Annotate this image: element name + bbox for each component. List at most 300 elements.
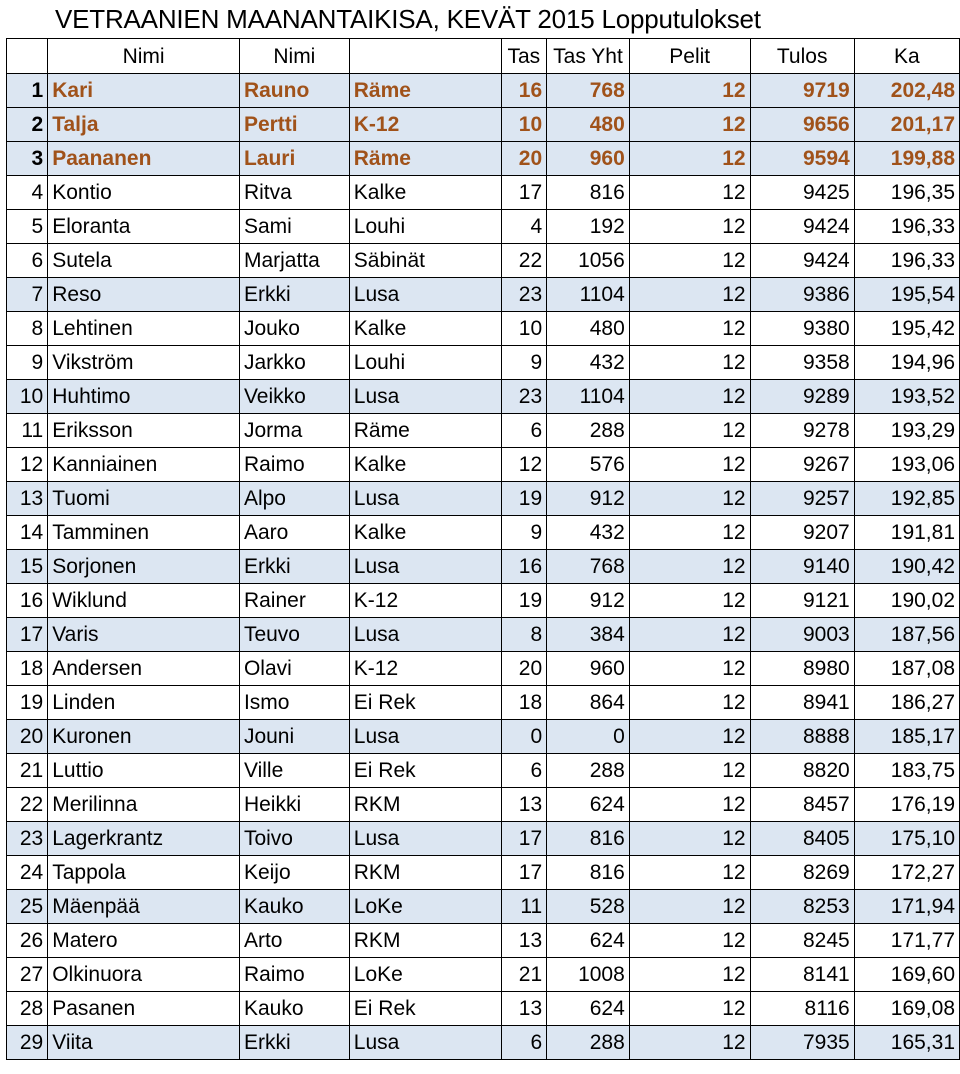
- ka-cell: 196,33: [854, 210, 959, 244]
- last-name-cell: Merilinna: [48, 788, 240, 822]
- last-name-cell: Viita: [48, 1026, 240, 1060]
- rank-cell: 14: [7, 516, 48, 550]
- tas-yht-cell: 816: [547, 856, 630, 890]
- first-name-cell: Erkki: [239, 278, 349, 312]
- pelit-cell: 12: [629, 890, 750, 924]
- tulos-cell: 9358: [750, 346, 854, 380]
- table-row: [7, 482, 960, 516]
- rank-cell: 26: [7, 924, 48, 958]
- tas-cell: 21: [501, 958, 547, 992]
- tas-yht-cell: 528: [547, 890, 630, 924]
- table-row: [7, 176, 960, 210]
- first-name-cell: Alpo: [239, 482, 349, 516]
- tas-yht-cell: 480: [547, 108, 630, 142]
- last-name-cell: Andersen: [48, 652, 240, 686]
- tulos-cell: 9386: [750, 278, 854, 312]
- pelit-cell: 12: [629, 686, 750, 720]
- tas-cell: 19: [501, 482, 547, 516]
- first-name-cell: Aaro: [239, 516, 349, 550]
- table-row: [7, 414, 960, 448]
- pelit-cell: 12: [629, 74, 750, 108]
- rank-cell: 27: [7, 958, 48, 992]
- rank-cell: 13: [7, 482, 48, 516]
- club-cell: Ei Rek: [349, 754, 501, 788]
- tulos-cell: 9656: [750, 108, 854, 142]
- first-name-cell: Rauno: [239, 74, 349, 108]
- pelit-cell: 12: [629, 618, 750, 652]
- tas-cell: 16: [501, 550, 547, 584]
- last-name-cell: Eriksson: [48, 414, 240, 448]
- pelit-cell: 12: [629, 652, 750, 686]
- tulos-cell: 9424: [750, 210, 854, 244]
- tas-yht-cell: 576: [547, 448, 630, 482]
- table-row: [7, 992, 960, 1026]
- ka-cell: 165,31: [854, 1026, 959, 1060]
- rank-cell: 25: [7, 890, 48, 924]
- rank-cell: 17: [7, 618, 48, 652]
- pelit-cell: 12: [629, 108, 750, 142]
- pelit-cell: 12: [629, 992, 750, 1026]
- table-row: [7, 720, 960, 754]
- tas-cell: 9: [501, 346, 547, 380]
- pelit-cell: 12: [629, 958, 750, 992]
- ka-cell: 187,08: [854, 652, 959, 686]
- header-last-name: Nimi: [48, 39, 240, 74]
- last-name-cell: Lehtinen: [48, 312, 240, 346]
- table-row: [7, 448, 960, 482]
- pelit-cell: 12: [629, 380, 750, 414]
- last-name-cell: Eloranta: [48, 210, 240, 244]
- pelit-cell: 12: [629, 176, 750, 210]
- tas-cell: 17: [501, 856, 547, 890]
- last-name-cell: Luttio: [48, 754, 240, 788]
- rank-cell: 12: [7, 448, 48, 482]
- first-name-cell: Marjatta: [239, 244, 349, 278]
- club-cell: Lusa: [349, 550, 501, 584]
- ka-cell: 169,08: [854, 992, 959, 1026]
- table-row: [7, 856, 960, 890]
- tulos-cell: 9140: [750, 550, 854, 584]
- club-cell: RKM: [349, 788, 501, 822]
- club-cell: Räme: [349, 414, 501, 448]
- pelit-cell: 12: [629, 482, 750, 516]
- ka-cell: 193,29: [854, 414, 959, 448]
- tas-yht-cell: 624: [547, 788, 630, 822]
- rank-cell: 16: [7, 584, 48, 618]
- tulos-cell: 8941: [750, 686, 854, 720]
- club-cell: Räme: [349, 142, 501, 176]
- last-name-cell: Talja: [48, 108, 240, 142]
- club-cell: Lusa: [349, 618, 501, 652]
- rank-cell: 7: [7, 278, 48, 312]
- last-name-cell: Huhtimo: [48, 380, 240, 414]
- first-name-cell: Arto: [239, 924, 349, 958]
- pelit-cell: 12: [629, 1026, 750, 1060]
- ka-cell: 192,85: [854, 482, 959, 516]
- tulos-cell: 8405: [750, 822, 854, 856]
- tas-cell: 10: [501, 108, 547, 142]
- table-row: [7, 74, 960, 108]
- tulos-cell: 8269: [750, 856, 854, 890]
- header-row: [7, 39, 960, 74]
- table-row: [7, 244, 960, 278]
- first-name-cell: Kauko: [239, 890, 349, 924]
- tas-yht-cell: 432: [547, 346, 630, 380]
- tas-cell: 12: [501, 448, 547, 482]
- tas-cell: 6: [501, 1026, 547, 1060]
- pelit-cell: 12: [629, 754, 750, 788]
- tulos-cell: 9278: [750, 414, 854, 448]
- table-row: [7, 210, 960, 244]
- tulos-cell: 9594: [750, 142, 854, 176]
- tas-cell: 4: [501, 210, 547, 244]
- table-row: [7, 142, 960, 176]
- tas-yht-cell: 768: [547, 550, 630, 584]
- last-name-cell: Matero: [48, 924, 240, 958]
- pelit-cell: 12: [629, 346, 750, 380]
- ka-cell: 193,06: [854, 448, 959, 482]
- tas-yht-cell: 864: [547, 686, 630, 720]
- table-row: [7, 278, 960, 312]
- last-name-cell: Pasanen: [48, 992, 240, 1026]
- club-cell: Räme: [349, 74, 501, 108]
- rank-cell: 2: [7, 108, 48, 142]
- rank-cell: 11: [7, 414, 48, 448]
- pelit-cell: 12: [629, 278, 750, 312]
- results-table: [6, 38, 960, 1060]
- tulos-cell: 8116: [750, 992, 854, 1026]
- pelit-cell: 12: [629, 142, 750, 176]
- tas-cell: 6: [501, 754, 547, 788]
- table-row: [7, 550, 960, 584]
- rank-cell: 18: [7, 652, 48, 686]
- tas-cell: 17: [501, 176, 547, 210]
- club-cell: Lusa: [349, 380, 501, 414]
- pelit-cell: 12: [629, 210, 750, 244]
- tas-yht-cell: 816: [547, 822, 630, 856]
- tas-yht-cell: 960: [547, 652, 630, 686]
- tas-yht-cell: 288: [547, 414, 630, 448]
- last-name-cell: Tamminen: [48, 516, 240, 550]
- rank-cell: 23: [7, 822, 48, 856]
- first-name-cell: Raimo: [239, 448, 349, 482]
- tas-cell: 13: [501, 788, 547, 822]
- tulos-cell: 8980: [750, 652, 854, 686]
- club-cell: Säbinät: [349, 244, 501, 278]
- table-row: [7, 618, 960, 652]
- tas-cell: 9: [501, 516, 547, 550]
- tulos-cell: 9003: [750, 618, 854, 652]
- tas-cell: 19: [501, 584, 547, 618]
- table-row: [7, 312, 960, 346]
- ka-cell: 169,60: [854, 958, 959, 992]
- first-name-cell: Raimo: [239, 958, 349, 992]
- first-name-cell: Jouni: [239, 720, 349, 754]
- rank-cell: 21: [7, 754, 48, 788]
- first-name-cell: Keijo: [239, 856, 349, 890]
- ka-cell: 191,81: [854, 516, 959, 550]
- pelit-cell: 12: [629, 822, 750, 856]
- tulos-cell: 9380: [750, 312, 854, 346]
- rank-cell: 4: [7, 176, 48, 210]
- rank-cell: 29: [7, 1026, 48, 1060]
- tas-yht-cell: 1056: [547, 244, 630, 278]
- tas-yht-cell: 768: [547, 74, 630, 108]
- header-tas-yht: Tas Yht: [547, 39, 630, 74]
- tas-yht-cell: 816: [547, 176, 630, 210]
- tas-cell: 16: [501, 74, 547, 108]
- pelit-cell: 12: [629, 856, 750, 890]
- tas-cell: 20: [501, 142, 547, 176]
- header-tas: Tas: [501, 39, 547, 74]
- tulos-cell: 8820: [750, 754, 854, 788]
- pelit-cell: 12: [629, 720, 750, 754]
- ka-cell: 171,77: [854, 924, 959, 958]
- tas-yht-cell: 480: [547, 312, 630, 346]
- club-cell: K-12: [349, 108, 501, 142]
- ka-cell: 176,19: [854, 788, 959, 822]
- tas-cell: 23: [501, 278, 547, 312]
- tulos-cell: 9424: [750, 244, 854, 278]
- tas-cell: 0: [501, 720, 547, 754]
- tulos-cell: 9719: [750, 74, 854, 108]
- tulos-cell: 8141: [750, 958, 854, 992]
- table-row: [7, 924, 960, 958]
- tas-yht-cell: 1104: [547, 380, 630, 414]
- tas-yht-cell: 1104: [547, 278, 630, 312]
- header-first-name: Nimi: [239, 39, 349, 74]
- first-name-cell: Jouko: [239, 312, 349, 346]
- tas-yht-cell: 960: [547, 142, 630, 176]
- first-name-cell: Veikko: [239, 380, 349, 414]
- ka-cell: 185,17: [854, 720, 959, 754]
- ka-cell: 196,33: [854, 244, 959, 278]
- last-name-cell: Wiklund: [48, 584, 240, 618]
- club-cell: LoKe: [349, 958, 501, 992]
- rank-cell: 3: [7, 142, 48, 176]
- first-name-cell: Rainer: [239, 584, 349, 618]
- tas-yht-cell: 624: [547, 992, 630, 1026]
- last-name-cell: Tappola: [48, 856, 240, 890]
- last-name-cell: Sorjonen: [48, 550, 240, 584]
- club-cell: Louhi: [349, 210, 501, 244]
- table-row: [7, 584, 960, 618]
- pelit-cell: 12: [629, 584, 750, 618]
- tas-cell: 23: [501, 380, 547, 414]
- tas-yht-cell: 1008: [547, 958, 630, 992]
- club-cell: Kalke: [349, 516, 501, 550]
- last-name-cell: Reso: [48, 278, 240, 312]
- pelit-cell: 12: [629, 244, 750, 278]
- tas-cell: 10: [501, 312, 547, 346]
- last-name-cell: Vikström: [48, 346, 240, 380]
- rank-cell: 8: [7, 312, 48, 346]
- club-cell: Lusa: [349, 822, 501, 856]
- club-cell: Lusa: [349, 278, 501, 312]
- tulos-cell: 9207: [750, 516, 854, 550]
- rank-cell: 6: [7, 244, 48, 278]
- first-name-cell: Teuvo: [239, 618, 349, 652]
- club-cell: K-12: [349, 584, 501, 618]
- table-row: [7, 890, 960, 924]
- first-name-cell: Erkki: [239, 1026, 349, 1060]
- header-rank: [7, 39, 48, 74]
- tulos-cell: 9289: [750, 380, 854, 414]
- last-name-cell: Paananen: [48, 142, 240, 176]
- ka-cell: 195,54: [854, 278, 959, 312]
- club-cell: Louhi: [349, 346, 501, 380]
- rank-cell: 5: [7, 210, 48, 244]
- first-name-cell: Erkki: [239, 550, 349, 584]
- ka-cell: 201,17: [854, 108, 959, 142]
- first-name-cell: Ritva: [239, 176, 349, 210]
- ka-cell: 171,94: [854, 890, 959, 924]
- header-club: [349, 39, 501, 74]
- rank-cell: 9: [7, 346, 48, 380]
- ka-cell: 187,56: [854, 618, 959, 652]
- table-row: [7, 788, 960, 822]
- table-row: [7, 652, 960, 686]
- rank-cell: 10: [7, 380, 48, 414]
- club-cell: K-12: [349, 652, 501, 686]
- club-cell: RKM: [349, 924, 501, 958]
- tulos-cell: 8888: [750, 720, 854, 754]
- last-name-cell: Mäenpää: [48, 890, 240, 924]
- table-row: [7, 1026, 960, 1060]
- first-name-cell: Kauko: [239, 992, 349, 1026]
- first-name-cell: Olavi: [239, 652, 349, 686]
- first-name-cell: Jarkko: [239, 346, 349, 380]
- table-row: [7, 822, 960, 856]
- tas-cell: 17: [501, 822, 547, 856]
- tulos-cell: 8253: [750, 890, 854, 924]
- tas-yht-cell: 912: [547, 482, 630, 516]
- table-row: [7, 754, 960, 788]
- tas-cell: 13: [501, 992, 547, 1026]
- ka-cell: 190,42: [854, 550, 959, 584]
- last-name-cell: Kanniainen: [48, 448, 240, 482]
- club-cell: Lusa: [349, 1026, 501, 1060]
- ka-cell: 196,35: [854, 176, 959, 210]
- tulos-cell: 7935: [750, 1026, 854, 1060]
- club-cell: Kalke: [349, 312, 501, 346]
- club-cell: Ei Rek: [349, 992, 501, 1026]
- ka-cell: 195,42: [854, 312, 959, 346]
- pelit-cell: 12: [629, 516, 750, 550]
- last-name-cell: Kuronen: [48, 720, 240, 754]
- first-name-cell: Toivo: [239, 822, 349, 856]
- tas-cell: 8: [501, 618, 547, 652]
- tulos-cell: 9267: [750, 448, 854, 482]
- club-cell: Lusa: [349, 720, 501, 754]
- table-row: [7, 516, 960, 550]
- pelit-cell: 12: [629, 312, 750, 346]
- first-name-cell: Ismo: [239, 686, 349, 720]
- club-cell: Kalke: [349, 448, 501, 482]
- last-name-cell: Varis: [48, 618, 240, 652]
- rank-cell: 1: [7, 74, 48, 108]
- club-cell: RKM: [349, 856, 501, 890]
- tas-cell: 18: [501, 686, 547, 720]
- tas-yht-cell: 288: [547, 754, 630, 788]
- ka-cell: 190,02: [854, 584, 959, 618]
- table-row: [7, 346, 960, 380]
- tas-yht-cell: 432: [547, 516, 630, 550]
- tas-yht-cell: 0: [547, 720, 630, 754]
- ka-cell: 202,48: [854, 74, 959, 108]
- rank-cell: 28: [7, 992, 48, 1026]
- tas-yht-cell: 384: [547, 618, 630, 652]
- ka-cell: 186,27: [854, 686, 959, 720]
- tulos-cell: 9121: [750, 584, 854, 618]
- table-row: [7, 686, 960, 720]
- header-tulos: Tulos: [750, 39, 854, 74]
- ka-cell: 172,27: [854, 856, 959, 890]
- last-name-cell: Kari: [48, 74, 240, 108]
- tas-cell: 6: [501, 414, 547, 448]
- pelit-cell: 12: [629, 414, 750, 448]
- club-cell: Lusa: [349, 482, 501, 516]
- rank-cell: 19: [7, 686, 48, 720]
- tas-yht-cell: 192: [547, 210, 630, 244]
- header-ka: Ka: [854, 39, 959, 74]
- tulos-cell: 8245: [750, 924, 854, 958]
- pelit-cell: 12: [629, 788, 750, 822]
- tulos-cell: 8457: [750, 788, 854, 822]
- last-name-cell: Olkinuora: [48, 958, 240, 992]
- first-name-cell: Heikki: [239, 788, 349, 822]
- table-row: [7, 108, 960, 142]
- tas-yht-cell: 624: [547, 924, 630, 958]
- tas-cell: 13: [501, 924, 547, 958]
- first-name-cell: Jorma: [239, 414, 349, 448]
- first-name-cell: Sami: [239, 210, 349, 244]
- table-row: [7, 958, 960, 992]
- tulos-cell: 9425: [750, 176, 854, 210]
- first-name-cell: Lauri: [239, 142, 349, 176]
- pelit-cell: 12: [629, 924, 750, 958]
- club-cell: LoKe: [349, 890, 501, 924]
- tas-yht-cell: 912: [547, 584, 630, 618]
- pelit-cell: 12: [629, 448, 750, 482]
- club-cell: Ei Rek: [349, 686, 501, 720]
- tas-cell: 20: [501, 652, 547, 686]
- rank-cell: 22: [7, 788, 48, 822]
- ka-cell: 194,96: [854, 346, 959, 380]
- last-name-cell: Sutela: [48, 244, 240, 278]
- table-row: [7, 380, 960, 414]
- first-name-cell: Ville: [239, 754, 349, 788]
- ka-cell: 193,52: [854, 380, 959, 414]
- page-title: VETRAANIEN MAANANTAIKISA, KEVÄT 2015 Lopputulokset: [55, 4, 761, 34]
- rank-cell: 15: [7, 550, 48, 584]
- last-name-cell: Tuomi: [48, 482, 240, 516]
- tas-yht-cell: 288: [547, 1026, 630, 1060]
- header-pelit: Pelit: [629, 39, 750, 74]
- last-name-cell: Kontio: [48, 176, 240, 210]
- pelit-cell: 12: [629, 550, 750, 584]
- ka-cell: 183,75: [854, 754, 959, 788]
- club-cell: Kalke: [349, 176, 501, 210]
- tas-cell: 22: [501, 244, 547, 278]
- ka-cell: 199,88: [854, 142, 959, 176]
- last-name-cell: Lagerkrantz: [48, 822, 240, 856]
- ka-cell: 175,10: [854, 822, 959, 856]
- rank-cell: 20: [7, 720, 48, 754]
- tas-cell: 11: [501, 890, 547, 924]
- first-name-cell: Pertti: [239, 108, 349, 142]
- tulos-cell: 9257: [750, 482, 854, 516]
